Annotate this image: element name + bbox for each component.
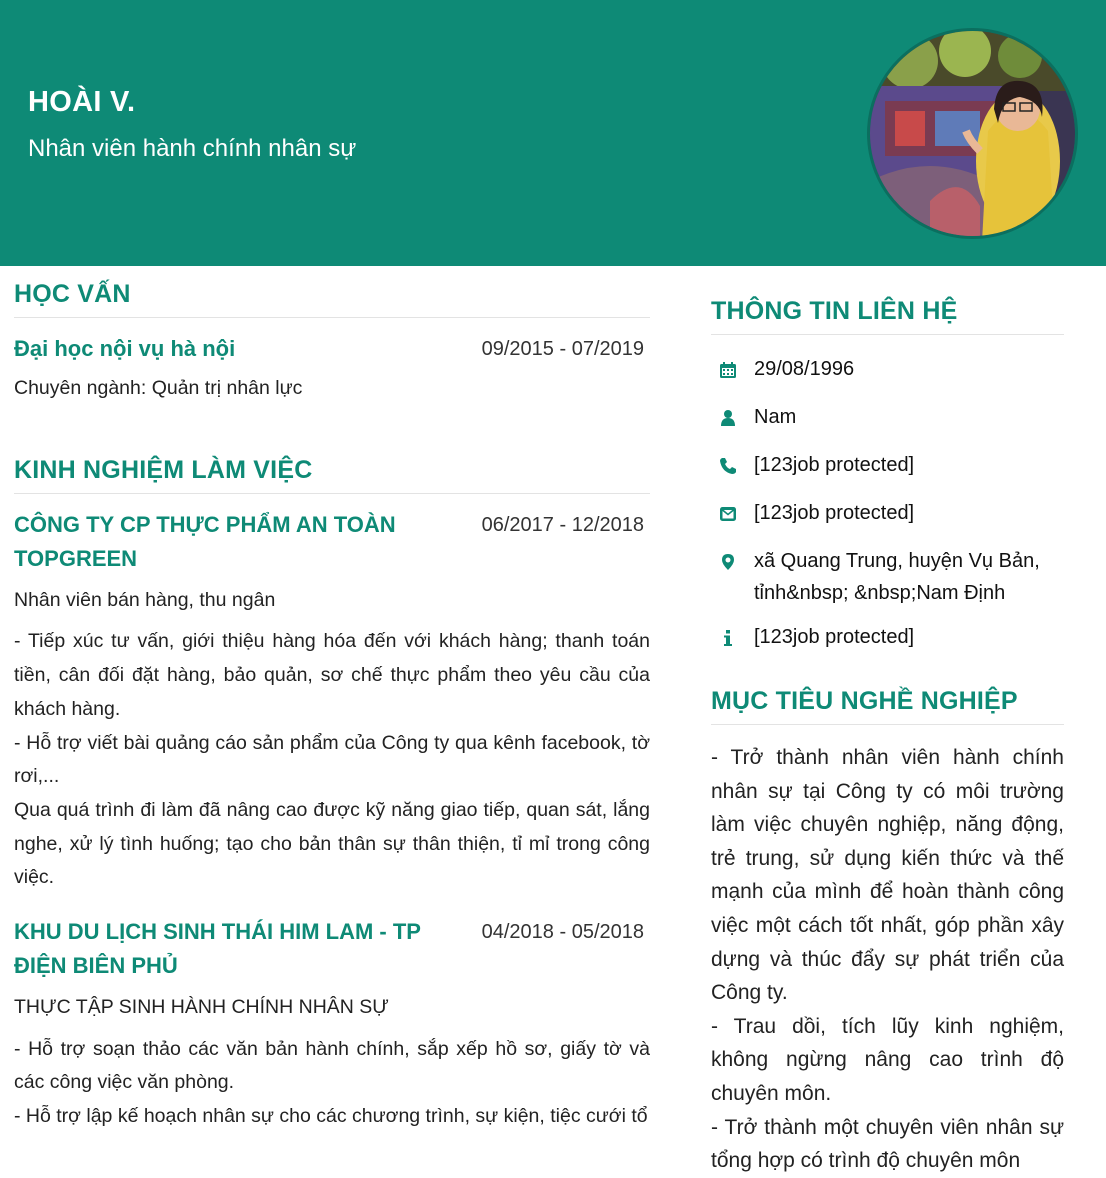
objective-text: - Trở thành nhân viên hành chính nhân sự tại Công ty có môi trường làm việc chuyên nghiệp, năng động, trẻ trung, sử dụng kiến thức và thế mạnh của mình để hoàn thành công việc một cách tốt nhất, góp phần xây dựng và thúc đẩy sự phát triển của Công ty. [711,746,1064,1005]
experience-description: Qua quá trình đi làm đã nâng cao được kỹ năng giao tiếp, quan sát, lắng nghe, xử lý tình huống; tạo cho bản thân sự thân thiện, tỉ mỉ trong công việc. [14,798,650,889]
experience-entry [14,915,650,983]
objective-heading: MỤC TIÊU NGHỀ NGHIỆP [711,687,1064,725]
envelope-icon [719,505,737,523]
contact-info [711,621,1064,653]
company-name-line2: TOPGREEN [14,545,138,571]
education-period: 09/2015 - 07/2019 [481,338,644,360]
contact-address [711,545,1064,609]
experience-description: - Hỗ trợ lập kế hoạch nhân sự cho các chương trình, sự kiện, tiệc cưới tổ [14,1105,648,1128]
company-name-line1: CÔNG TY CP THỰC PHẨM AN TOÀN [14,511,396,537]
education-entry [14,332,650,366]
birthday-value: 29/08/1996 [754,358,855,380]
user-icon [719,409,737,427]
info-value: [123job protected] [754,626,915,648]
profile-header [0,0,1106,266]
contact-email [711,497,1064,529]
contact-heading: THÔNG TIN LIÊN HỆ [711,297,1064,335]
candidate-name: HOÀI V. [28,86,136,118]
contact-phone [711,449,1064,481]
experience-description: - Hỗ trợ viết bài quảng cáo sản phẩm của Công ty qua kênh facebook, tờ rơi,... [14,731,650,788]
avatar [867,28,1078,239]
objective-text: - Trở thành một chuyên viên nhân sự tổng hợp có trình độ chuyên môn [711,1115,1064,1173]
experience-role: Nhân viên bán hàng, thu ngân [14,588,276,611]
experience-description: - Hỗ trợ soạn thảo các văn bản hành chính, sắp xếp hồ sơ, giấy tờ và các công việc văn phòng. [14,1037,650,1094]
candidate-title: Nhân viên hành chính nhân sự [28,135,357,162]
school-name: Đại học nội vụ hà nội [14,336,236,361]
calendar-icon [719,361,737,379]
sidebar-column [711,266,1064,1178]
phone-value: [123job protected] [754,454,915,476]
contact-gender [711,401,1064,433]
objective-text: - Trau dồi, tích lũy kinh nghiệm, không ngừng nâng cao trình độ chuyên môn. [711,1014,1064,1105]
experience-period: 04/2018 - 05/2018 [481,921,644,944]
gender-value: Nam [754,406,797,428]
phone-icon [719,457,737,475]
education-major: Chuyên ngành: Quản trị nhân lực [14,377,303,399]
experience-description: - Tiếp xúc tư vấn, giới thiệu hàng hóa đến với khách hàng; thanh toán tiền, cân đối đặt hàng, bảo quản, sơ chế thực phẩm theo yêu cầu của khách hàng. [14,630,650,720]
education-heading: HỌC VẤN [14,280,650,318]
company-name-line2: ĐIỆN BIÊN PHỦ [14,953,178,979]
experience-entry [14,508,650,576]
contact-birthday [711,353,1064,385]
avatar-photo-icon [870,31,1078,239]
main-column [14,266,650,1134]
experience-role: THỰC TẬP SINH HÀNH CHÍNH NHÂN SỰ [14,996,389,1019]
info-icon [719,629,737,647]
email-value: [123job protected] [754,502,915,524]
address-line2: tỉnh&nbsp; &nbsp;Nam Định [754,582,1006,604]
experience-heading: KINH NGHIỆM LÀM VIỆC [14,456,650,494]
experience-period: 06/2017 - 12/2018 [481,513,644,536]
company-name-line1: KHU DU LỊCH SINH THÁI HIM LAM - TP [14,919,421,945]
address-line1: xã Quang Trung, huyện Vụ Bản, [754,550,1040,572]
map-marker-icon [719,553,737,571]
